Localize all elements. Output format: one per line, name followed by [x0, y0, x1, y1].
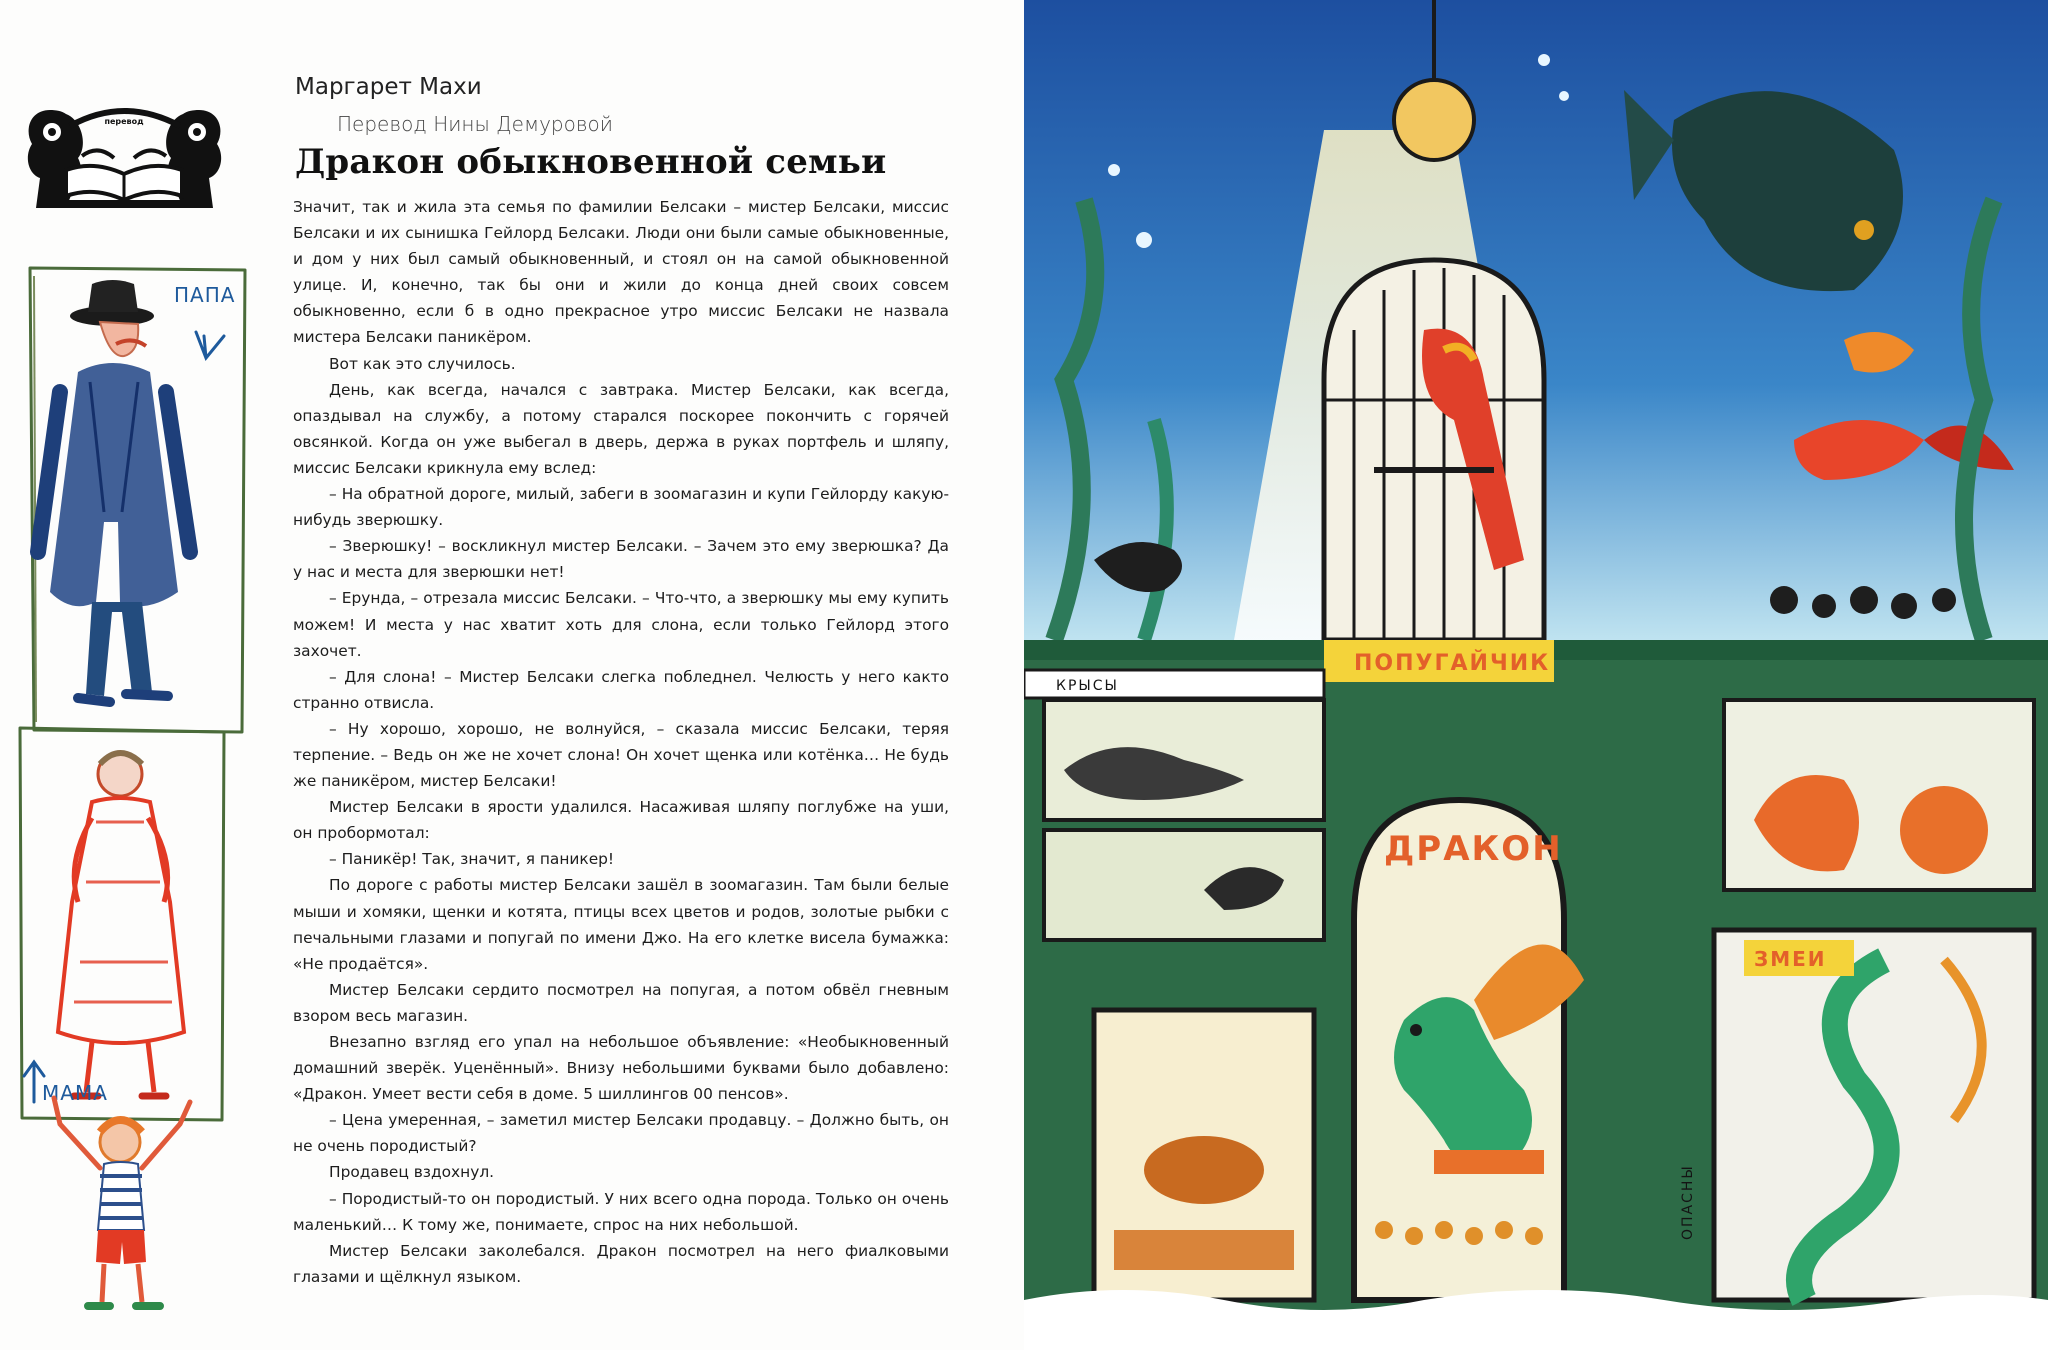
story-body [293, 194, 949, 1290]
paragraph: День, как всегда, начался с завтрака. Мистер Белсаки, как всегда, опаздывал на службу, а потому старался поскорее покончить с горячей овсянкой. Когда он уже выбегал в дверь, держа в руках портфель и шляпу, миссис Белсаки крикнула ему вслед: [293, 380, 949, 477]
paragraph: – Породистый-то он породистый. У них всего одна порода. Только он очень маленький… К тому же, понимаете, спрос на них небольшой. [293, 1189, 949, 1234]
paragraph: – Паникёр! Так, значит, я паникер! [329, 850, 615, 869]
paragraph: Мистер Белсаки сердито посмотрел на попугая, а потом обвёл гневным взором весь магазин. [293, 980, 949, 1025]
paragraph: Внезапно взгляд его упал на небольшое объявление: «Необыкновенный домашний зверёк. Уценённый». Внизу небольшими буквами было добавлено: «Дракон. Умеет вести себя в доме. 5 шиллингов 00 пенсов». [293, 1033, 949, 1104]
shop-shelves [1024, 640, 2048, 1350]
parrots-sign: ПОПУГАЙЧИК [1354, 651, 1551, 676]
dangerous-sign: ОПАСНЫ [1680, 1164, 1696, 1240]
papa-sketch [30, 268, 245, 732]
translator-credit: Перевод Нины Демуровой [337, 112, 613, 136]
boy-sketch [54, 1098, 190, 1306]
paragraph: По дороге с работы мистер Белсаки зашёл в зоомагазин. Там были белые мыши и хомяки, щенки и котята, птицы всех цветов и родов, золотые рыбки с печальными глазами и попугай по имени Джо. На его клетке висела бумажка: «Не продаётся». [293, 876, 949, 973]
parrot-cage [1324, 260, 1544, 640]
paragraph: Мистер Белсаки в ярости удалился. Насаживая шляпу поглубже на уши, он пробормотал: [293, 798, 949, 843]
paragraph: – Для слона! – Мистер Белсаки слегка побледнел. Челюсть у него както странно отвисла. [293, 667, 949, 712]
dragon-sign: ДРАКОН [1384, 829, 1563, 869]
paragraph: Мистер Белсаки заколебался. Дракон посмотрел на него фиалковыми глазами и щёлкнул языком. [293, 1241, 949, 1286]
paragraph: Вот как это случилось. [329, 354, 516, 373]
pet-shop-illustration [1024, 0, 2048, 1350]
family-sketches-illustration [0, 262, 270, 1322]
papa-label: ПАПА [174, 283, 236, 307]
paragraph: – Ерунда, – отрезала миссис Белсаки. – Что-что, а зверюшку мы ему купить можем! И места у нас хватит хоть для слона, если только Гейлорд этого захочет. [293, 589, 949, 660]
mama-sketch [20, 728, 224, 1120]
paragraph: – Цена умеренная, – заметил мистер Белсаки продавцу. – Должно быть, он не очень породистый? [293, 1111, 949, 1156]
paragraph: – Ну хорошо, хорошо, не волнуйся, – сказала миссис Белсаки, теряя терпение. – Ведь он же не хочет слона! Он хочет щенка или котёнка… Не будь же паникёром, мистер Белсаки! [293, 719, 949, 791]
mama-label: МАМА [42, 1081, 108, 1105]
snakes-sign: ЗМЕИ [1754, 947, 1827, 971]
translation-logo-icon [22, 100, 227, 215]
story-title: Дракон обыкновенной семьи [295, 142, 887, 182]
paragraph: – Зверюшку! – воскликнул мистер Белсаки. – Зачем это ему зверюшка? Да у нас и места для зверюшки нет! [293, 537, 949, 582]
paragraph: – На обратной дороге, милый, забеги в зоомагазин и купи Гейлорду какую-нибудь зверюшку. [293, 485, 949, 530]
article [293, 74, 949, 1290]
rats-sign: КРЫСЫ [1056, 678, 1119, 694]
author-name: Маргарет Махи [295, 74, 482, 100]
paragraph: Значит, так и жила эта семья по фамилии Белсаки – мистер Белсаки, миссис Белсаки и их сынишка Гейлорд Белсаки. Люди они были самые обыкновенные, и дом у них был самый обыкновенный, и стоял он на самой обыкновенной улице. И, конечно, так бы они и жили до конца дней своих совсем обыкновенно, если б в одно прекрасное утро миссис Белсаки не назвала мистера Белсаки паникёром. [293, 198, 949, 347]
logo-caption: перевод [104, 117, 144, 126]
paragraph: Продавец вздохнул. [329, 1163, 495, 1182]
